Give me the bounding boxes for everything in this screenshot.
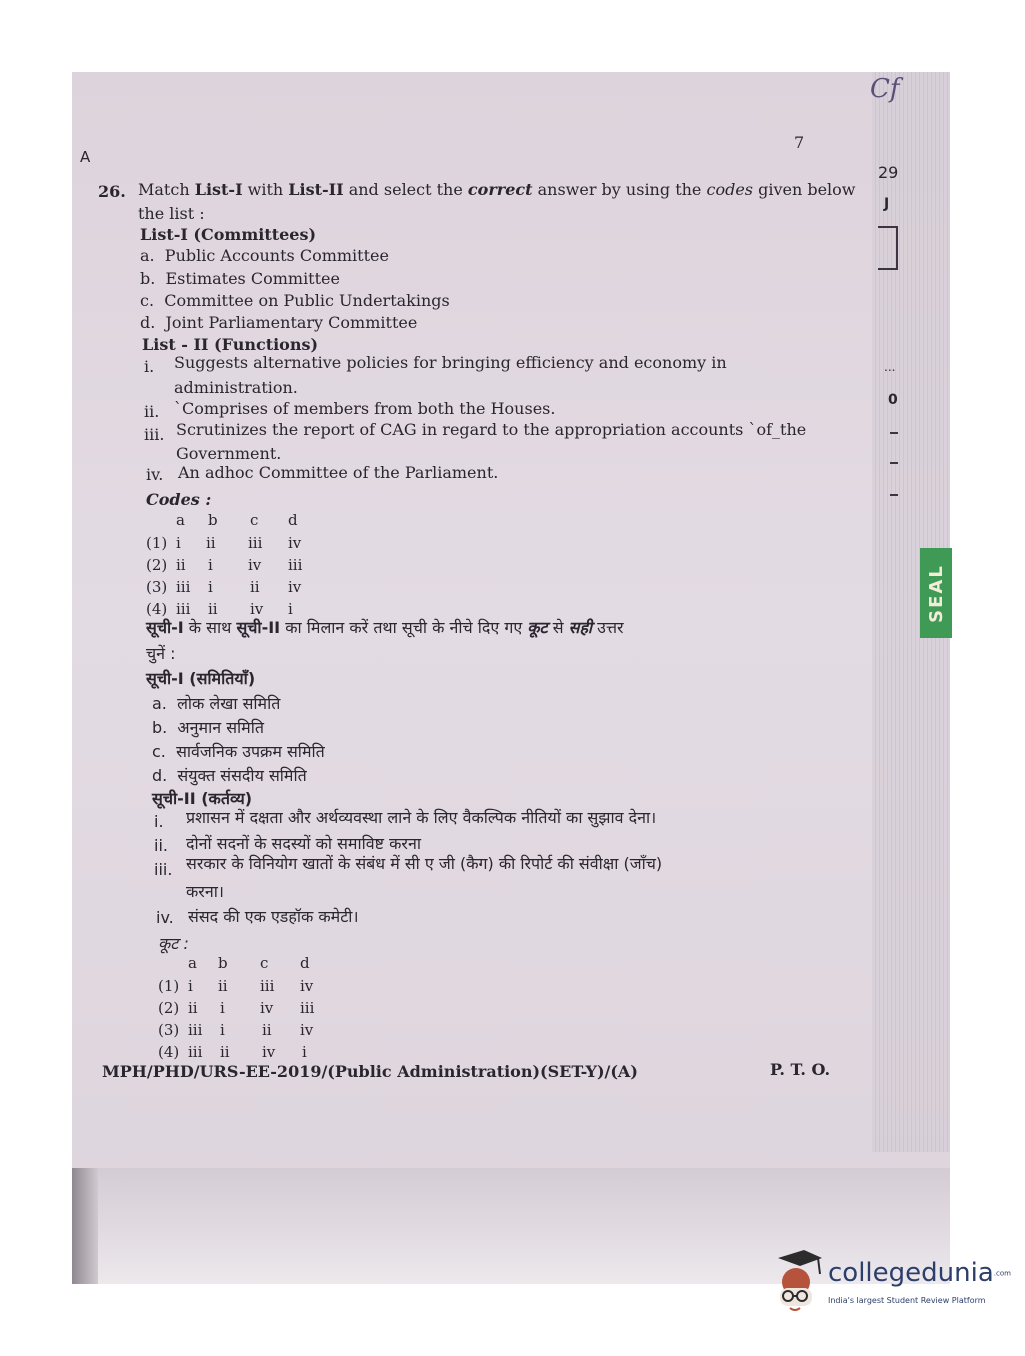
side-mark-0: 0 <box>888 392 898 408</box>
list1-heading-hindi: सूची-I (समितियाँ) <box>146 669 256 688</box>
code-cell: i <box>220 999 225 1017</box>
list-item: c. सार्वजनिक उपक्रम समिति <box>152 742 325 761</box>
pto-label: P. T. O. <box>770 1060 831 1079</box>
code-cell: ii <box>206 534 216 552</box>
question-number: 26. <box>98 182 126 201</box>
mascot-icon <box>770 1248 826 1318</box>
code-cell: i <box>208 556 213 574</box>
list-item: प्रशासन में दक्षता और अर्थव्यवस्था लाने के लिए वैकल्पिक नीतियों का सुझाव देना। <box>186 808 657 827</box>
code-option: (4) <box>146 600 168 618</box>
code-cell: ii <box>218 977 228 995</box>
seal-label: SEAL <box>925 563 947 623</box>
list2-heading-hindi: सूची-II (कर्तव्य) <box>152 789 253 808</box>
codes-header-c: c <box>260 954 269 972</box>
list-item: a. Public Accounts Committee <box>140 246 389 265</box>
code-cell: iii <box>188 1021 203 1039</box>
side-bracket <box>878 226 898 270</box>
code-option: (2) <box>158 999 180 1017</box>
question-prompt-hindi-line2: चुनें : <box>146 644 176 663</box>
codes-header-d: d <box>300 954 310 972</box>
code-option: (4) <box>158 1043 180 1061</box>
side-dash <box>890 462 898 464</box>
list-item-key: ii. <box>154 836 168 855</box>
code-cell: iv <box>300 1021 314 1039</box>
list-item: c. Committee on Public Undertakings <box>140 291 450 310</box>
side-dash <box>890 432 898 434</box>
handwritten-mark: Cf <box>870 74 900 104</box>
list-item: d. Joint Parliamentary Committee <box>140 313 418 332</box>
code-option: (2) <box>146 556 168 574</box>
code-cell: i <box>220 1021 225 1039</box>
list-item: सरकार के विनियोग खातों के संबंध में सी ए जी (कैग) की रिपोर्ट की संवीक्षा (जाँच) <box>186 854 663 873</box>
side-dots: ... <box>884 360 896 374</box>
side-dash <box>890 494 898 496</box>
list-item: संसद की एक एडहॉक कमेटी। <box>188 907 359 926</box>
code-option: (1) <box>146 534 168 552</box>
list-item: b. Estimates Committee <box>140 269 340 288</box>
list-item-key: iii. <box>144 425 165 444</box>
list-item: d. संयुक्त संसदीय समिति <box>152 766 307 785</box>
brand-tagline: India's largest Student Review Platform <box>828 1296 986 1305</box>
code-cell: ii <box>220 1043 230 1061</box>
list-item-key: i. <box>144 357 155 376</box>
question-prompt-hindi: सूची-I के साथ सूची-II का मिलान करें तथा सूची के नीचे दिए गए कूट से सही उत्तर <box>146 618 624 637</box>
code-cell: iv <box>248 556 262 574</box>
code-option: (3) <box>158 1021 180 1039</box>
list-item-key: i. <box>154 812 164 831</box>
list-item: An adhoc Committee of the Parliament. <box>178 463 499 482</box>
codes-header-b: b <box>208 511 218 529</box>
codes-heading: Codes : <box>146 490 212 509</box>
code-cell: i <box>188 977 193 995</box>
codes-header-a: a <box>188 954 197 972</box>
list-item-key: iii. <box>154 860 173 879</box>
code-cell: iv <box>250 600 264 618</box>
code-cell: ii <box>250 578 260 596</box>
code-cell: iii <box>176 578 191 596</box>
set-label: A <box>80 148 91 166</box>
code-cell: i <box>302 1043 307 1061</box>
code-cell: i <box>288 600 293 618</box>
list-item: Scrutinizes the report of CAG in regard to the appropriation accounts `of_the <box>176 420 807 439</box>
list1-heading: List-I (Committees) <box>140 225 317 244</box>
code-cell: iii <box>300 999 315 1017</box>
code-cell: ii <box>188 999 198 1017</box>
code-option: (1) <box>158 977 180 995</box>
list-item: `Comprises of members from both the Houses. <box>174 399 556 418</box>
side-mark-j: J <box>884 196 890 212</box>
codes-header-b: b <box>218 954 228 972</box>
code-cell: i <box>176 534 181 552</box>
list2-heading: List - II (Functions) <box>142 335 319 354</box>
code-cell: iv <box>260 999 274 1017</box>
code-cell: ii <box>208 600 218 618</box>
code-cell: ii <box>176 556 186 574</box>
code-cell: iv <box>288 578 302 596</box>
list-item-key: iv. <box>156 908 174 927</box>
side-number: 29 <box>878 163 899 182</box>
code-cell: iv <box>300 977 314 995</box>
code-cell: iii <box>188 1043 203 1061</box>
code-cell: iii <box>288 556 303 574</box>
list-item: a. लोक लेखा समिति <box>152 694 281 713</box>
code-cell: iii <box>176 600 191 618</box>
codes-heading-hindi: कूट : <box>158 934 189 953</box>
question-prompt-line2: the list : <box>138 204 205 223</box>
code-cell: ii <box>262 1021 272 1039</box>
codes-header-d: d <box>288 511 298 529</box>
scan-shadow <box>72 1168 98 1284</box>
codes-header-c: c <box>250 511 259 529</box>
list-item-key: iv. <box>146 465 164 484</box>
code-option: (3) <box>146 578 168 596</box>
list-item: Suggests alternative policies for bringing efficiency and economy in <box>174 353 727 372</box>
list-item: b. अनुमान समिति <box>152 718 264 737</box>
list-item: दोनों सदनों के सदस्यों को समाविष्ट करना <box>186 834 421 853</box>
paper-code: MPH/PHD/URS-EE-2019/(Public Administration)(SET-Y)/(A) <box>102 1062 638 1081</box>
page-number: 7 <box>794 133 805 152</box>
list-item-line2: करना। <box>186 882 224 901</box>
list-item-line2: Government. <box>176 444 282 463</box>
code-cell: iii <box>248 534 263 552</box>
list-item-line2: administration. <box>174 378 298 397</box>
code-cell: i <box>208 578 213 596</box>
code-cell: iii <box>260 977 275 995</box>
list-item-key: ii. <box>144 402 160 421</box>
codes-header-a: a <box>176 511 185 529</box>
question-prompt: Match List-I with List-II and select the correct answer by using the codes given below <box>138 180 856 199</box>
collegedunia-logo <box>770 1248 1011 1318</box>
code-cell: iv <box>288 534 302 552</box>
brand-name: collegedunia.com <box>828 1258 1011 1288</box>
code-cell: iv <box>262 1043 276 1061</box>
